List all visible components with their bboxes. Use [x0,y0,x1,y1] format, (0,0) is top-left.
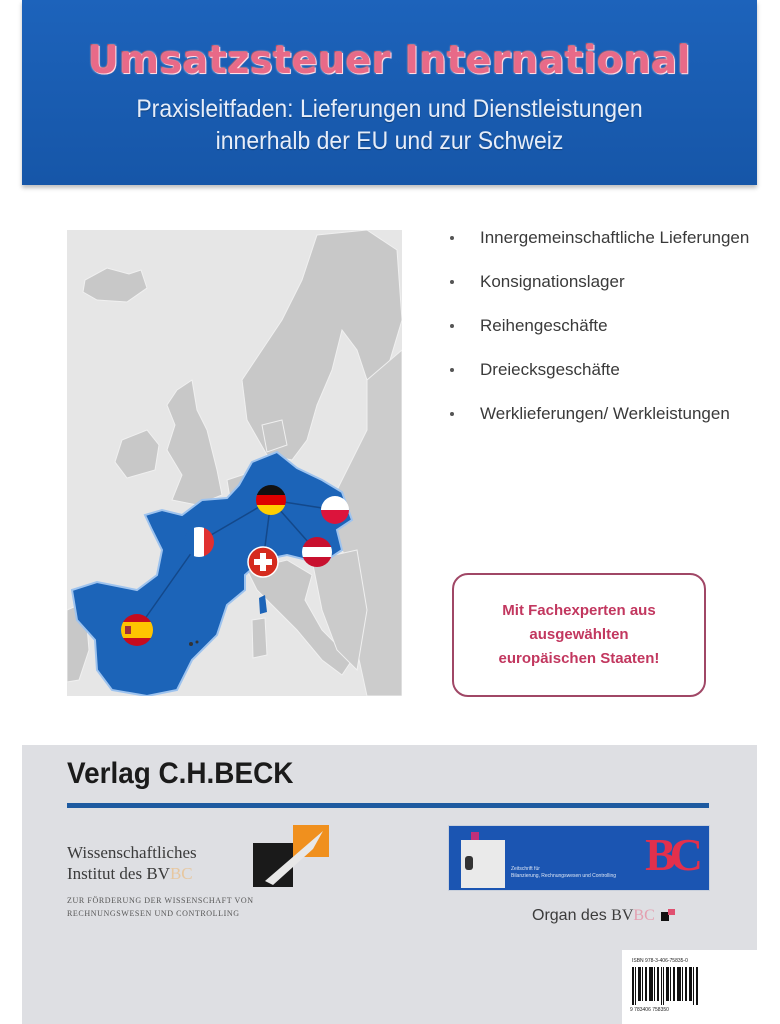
bullet-icon [450,236,454,240]
bullet-icon [450,368,454,372]
topic-item: Dreiecksgeschäfte [450,358,750,382]
experts-line1: Mit Fachexperten aus [502,602,656,619]
austria-flag-icon [302,537,332,567]
footer-divider [67,803,709,808]
institute-name-line1: Wissenschaftliches [67,843,197,862]
topic-item: Konsignationslager [450,270,750,294]
isbn-text: ISBN 978-3-406-75835-0 [632,958,688,964]
experts-line2: ausgewählten [529,626,629,643]
publisher-name: Verlag C.H.BECK [67,757,294,790]
sardinia-shape [252,618,267,658]
barcode-icon [632,967,698,1005]
institute-tagline1: ZUR FÖRDERUNG DER WISSENSCHAFT VON [67,896,254,905]
topic-list [450,226,750,446]
bullet-icon [450,324,454,328]
balearic-islands [189,642,193,646]
bvbc-mark-icon [661,909,675,921]
ireland-shape [115,430,159,478]
bullet-icon [450,412,454,416]
experts-callout [452,573,706,697]
france-flag-icon [184,527,214,557]
switzerland-flag-icon [248,547,278,577]
barcode-number: 9 783406 758350 [630,1007,669,1013]
institute-tagline2: RECHNUNGSWESEN UND CONTROLLING [67,909,240,918]
europe-map [67,230,402,696]
organ-label: Organ des BVBC [532,907,675,925]
institute-logo-icon [253,825,331,887]
uk-shape [167,380,222,505]
title-banner [22,0,757,185]
topic-item: Reihengeschäfte [450,314,750,338]
experts-line3: europäischen Staaten! [498,650,660,667]
journal-logo: BC [645,829,697,880]
journal-cover-thumbnail [461,840,505,888]
institute-logo-block [67,825,337,925]
book-subtitle-line1: Praxisleitfaden: Lieferungen und Dienstleistungen [136,95,643,123]
iceland-shape [83,268,147,302]
bullet-icon [450,280,454,284]
poland-flag-icon [321,496,349,524]
germany-flag-icon [256,485,286,515]
institute-name-line2: Institut des BVBC [67,864,193,883]
book-title: Umsatzsteuer International [88,38,691,82]
journal-subtitle1: Zeitschrift für [511,866,540,872]
journal-banner [448,825,710,891]
book-subtitle-line2: innerhalb der EU und zur Schweiz [215,127,564,155]
topic-item: Innergemeinschaftliche Lieferungen [450,226,750,250]
spain-flag-icon [121,614,153,646]
journal-subtitle2: Bilanzierung, Rechnungswesen und Controlling [511,873,617,879]
barcode [622,950,757,1024]
topic-item: Werklieferungen/ Werkleistungen [450,402,750,426]
